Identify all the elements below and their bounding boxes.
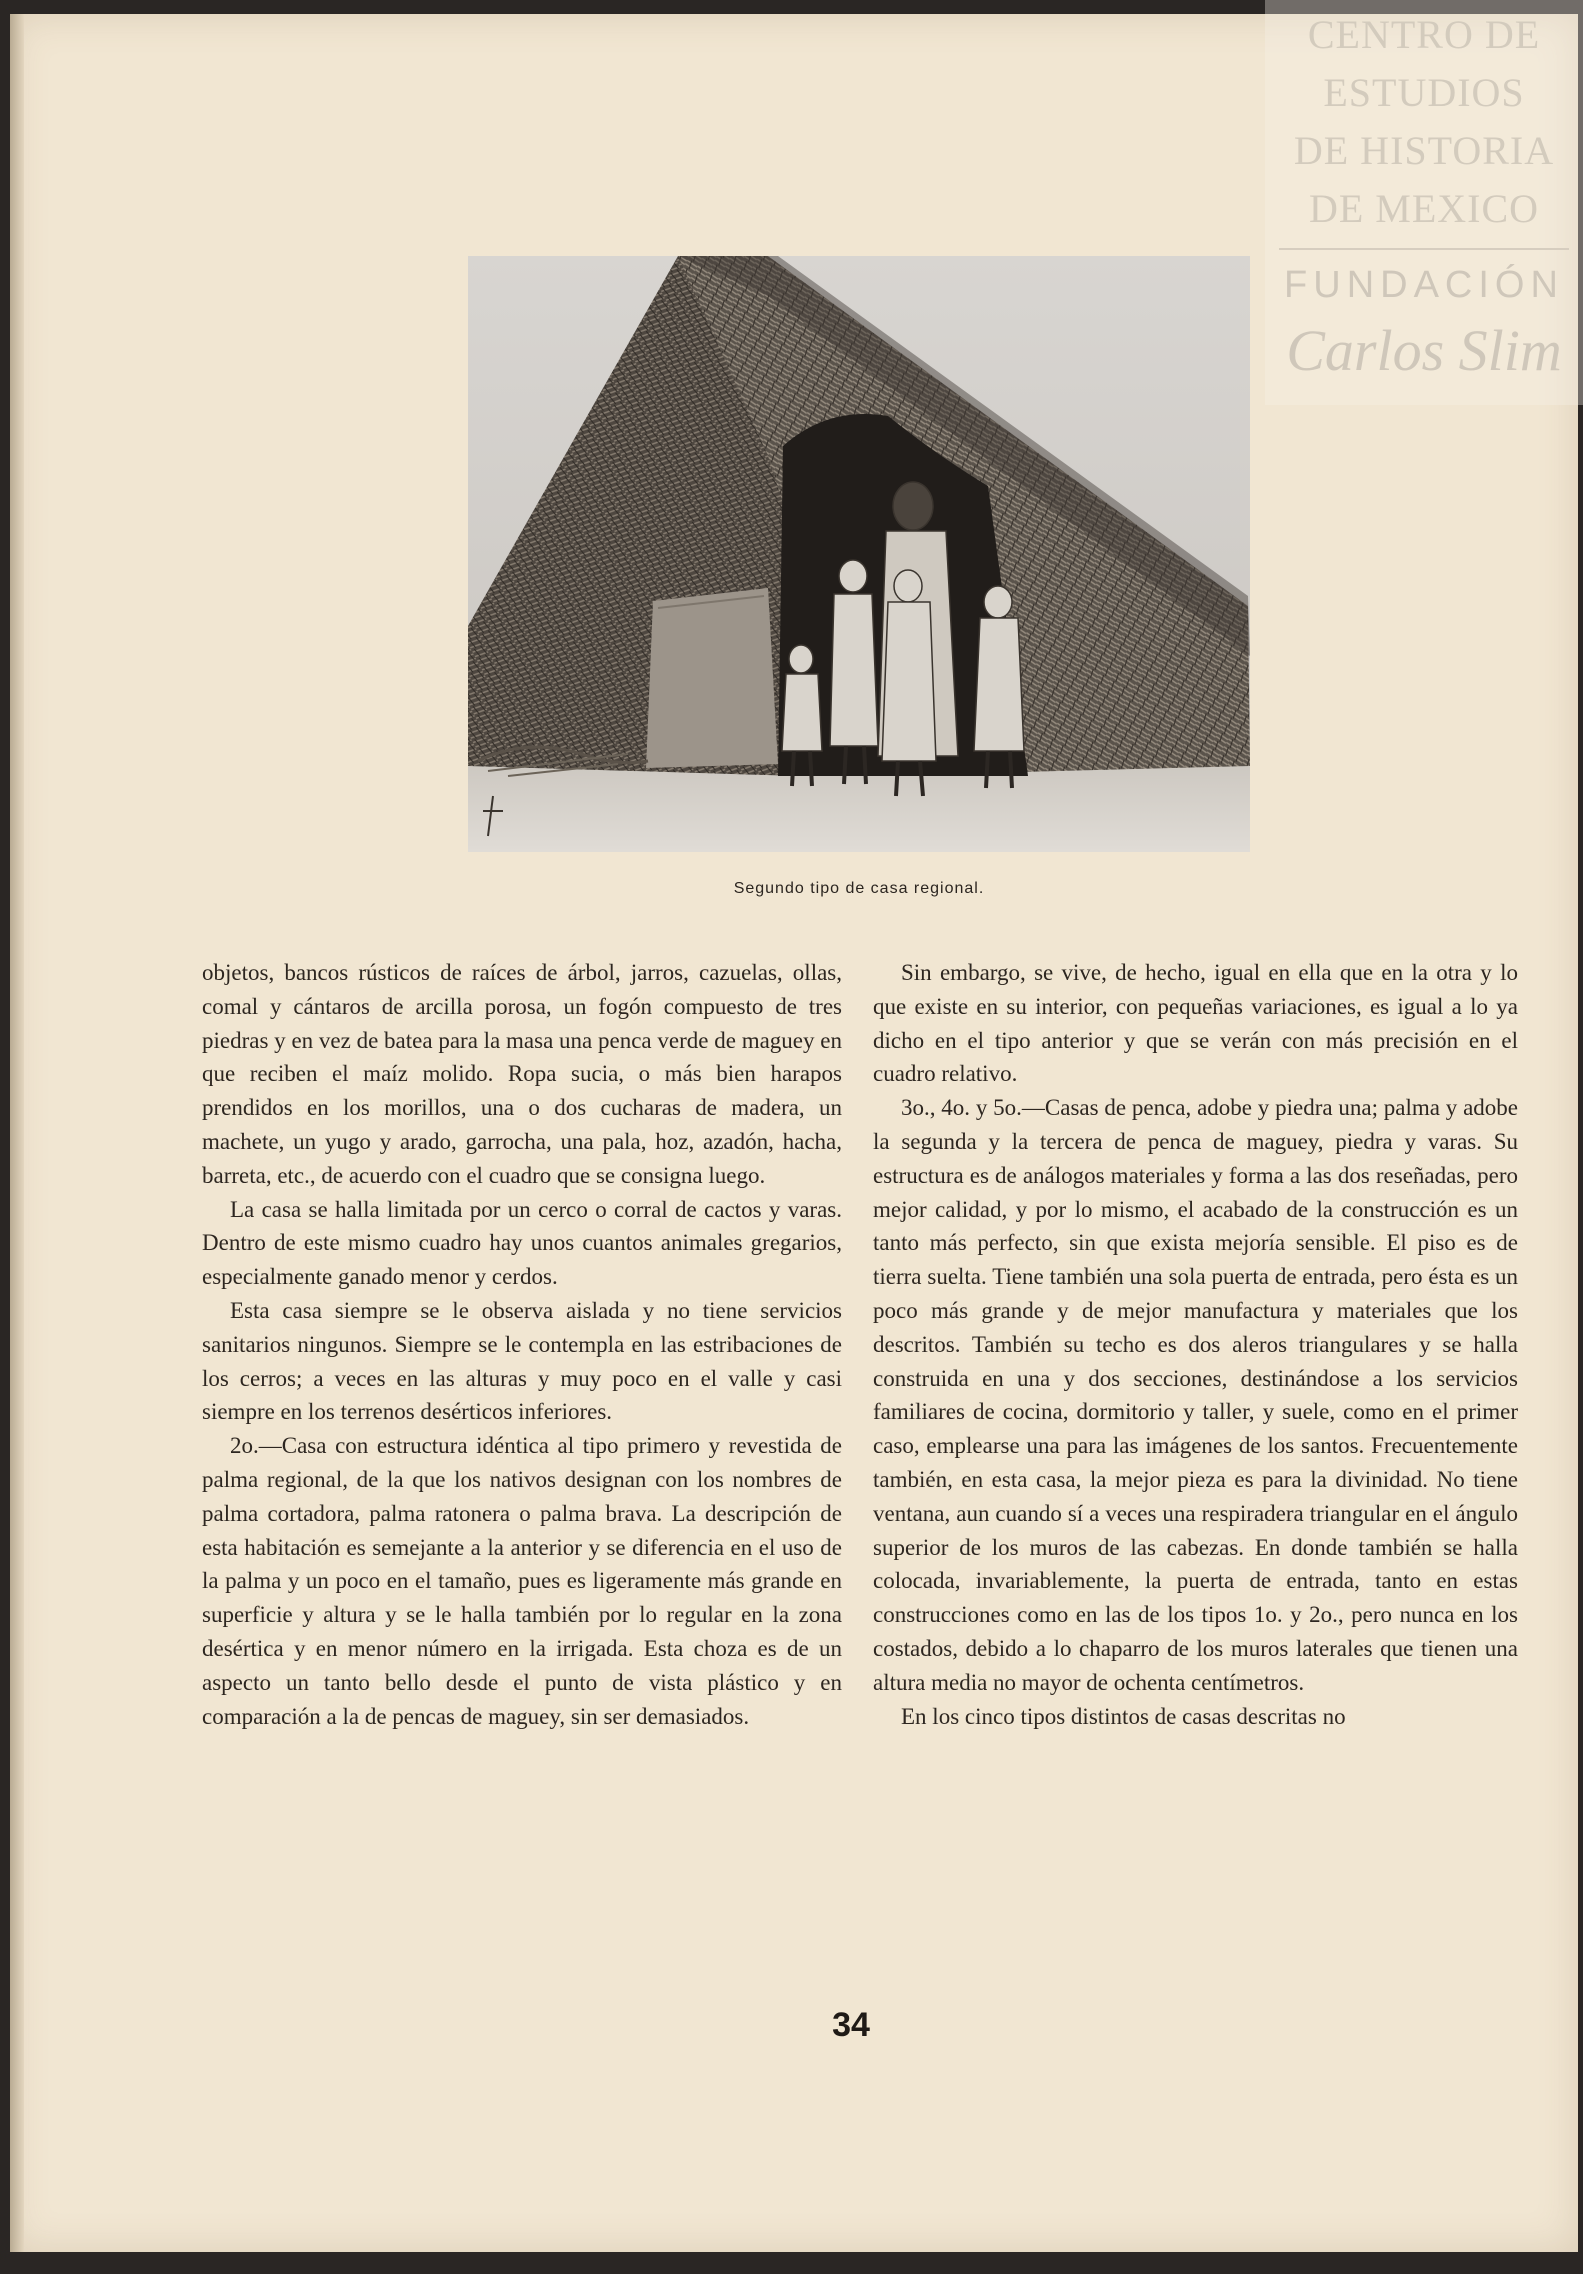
hut-photograph	[468, 256, 1250, 852]
paragraph: objetos, bancos rústicos de raíces de árbol, jarros, cazuelas, ollas, comal y cántaros de arcilla porosa, un fogón compuesto de tres piedras y en vez de batea para la masa una penca verde de maguey en que reciben el maíz molido. Ropa sucia, o más bien harapos prendidos en los morillos, una o dos cucharas de madera, un machete, un yugo y arado, garrocha, una pala, hoz, azadón, hacha, barreta, etc., de acuerdo con el cuadro que se consigna luego.	[202, 960, 842, 1188]
page-number: 34	[832, 2006, 870, 2044]
archive-watermark	[1265, 0, 1583, 405]
figure-caption: Segundo tipo de casa regional.	[733, 880, 985, 897]
thatched-hut-illustration	[468, 256, 1250, 852]
left-text-column	[202, 956, 842, 1733]
right-text-column	[873, 956, 1518, 1733]
watermark-divider	[1279, 248, 1569, 250]
watermark-foundation: FUNDACIÓN	[1284, 264, 1564, 306]
paragraph: Sin embargo, se vive, de hecho, igual en ella que en la otra y lo que existe en su interior, con pequeñas variaciones, es igual a lo ya dicho en el tipo anterior y que se verán con más precisión en el cuadro relativo.	[873, 960, 1518, 1087]
paragraph: Esta casa siempre se le observa aislada y no tiene servicios sanitarios ningunos. Siempre se le contempla en las estribaciones de los cerros; a veces en las alturas y muy poco en el valle y casi siempre en los terrenos desérticos inferiores.	[202, 1297, 842, 1425]
watermark-signature: Carlos Slim	[1286, 318, 1562, 383]
watermark-line: DE MEXICO	[1308, 186, 1540, 231]
paragraph: 2o.—Casa con estructura idéntica al tipo primero y revestida de palma regional, de la que los nativos designan con los nombres de palma cortadora, palma ratonera o palma brava. La descripción de esta habitación es semejante a la anterior y se diferencia en el uso de la palma y un poco en el tamaño, pues es ligeramente más grande en superficie y altura y se le halla también por lo regular en la zona desértica y en menor número en la irrigada. Esta choza es de un aspecto un tanto bello desde el punto de vista plástico y en comparación a la de pencas de maguey, sin ser demasiados.	[202, 1433, 842, 1729]
page-spine	[10, 14, 24, 2252]
paragraph: En los cinco tipos distintos de casas descritas no	[901, 1703, 1346, 1729]
watermark-line: DE HISTORIA	[1293, 128, 1555, 173]
paragraph: La casa se halla limitada por un cerco o corral de cactos y varas. Dentro de este mismo cuadro hay unos cuantos animales gregarios, especialmente ganado menor y cerdos.	[202, 1196, 842, 1290]
watermark-line: ESTUDIOS	[1323, 70, 1525, 115]
watermark-line: CENTRO DE	[1307, 12, 1541, 57]
paragraph: 3o., 4o. y 5o.—Casas de penca, adobe y piedra una; palma y adobe la segunda y la tercera de penca de maguey, piedra y varas. Su estructura es de análogos materiales y forma a las dos reseñadas, pero mejor calidad, y por lo mismo, el acabado de la construcción es un tanto más perfecto, sin que exista mejoría sensible. El piso es de tierra suelta. Tiene también una sola puerta de entrada, pero ésta es un poco más grande y de mejor manufactura y materiales que los descritos. También su techo es dos aleros triangulares y se halla construida en una y dos secciones, destinándose a los servicios familiares de cocina, dormitorio y taller, y suele, como en el primer caso, emplearse una para las imágenes de los santos. Frecuentemente también, en esta casa, la mejor pieza es para la divinidad. No tiene ventana, aun cuando sí a veces una respiradera triangular en el ángulo superior de los muros de las cabezas. En donde también se halla colocada, invariablemente, la puerta de entrada, tanto en estas construcciones como en las de los tipos 1o. y 2o., pero nunca en los costados, debido a lo chaparro de los muros laterales que tienen una altura media no mayor de ochenta centímetros.	[873, 1095, 1518, 1695]
